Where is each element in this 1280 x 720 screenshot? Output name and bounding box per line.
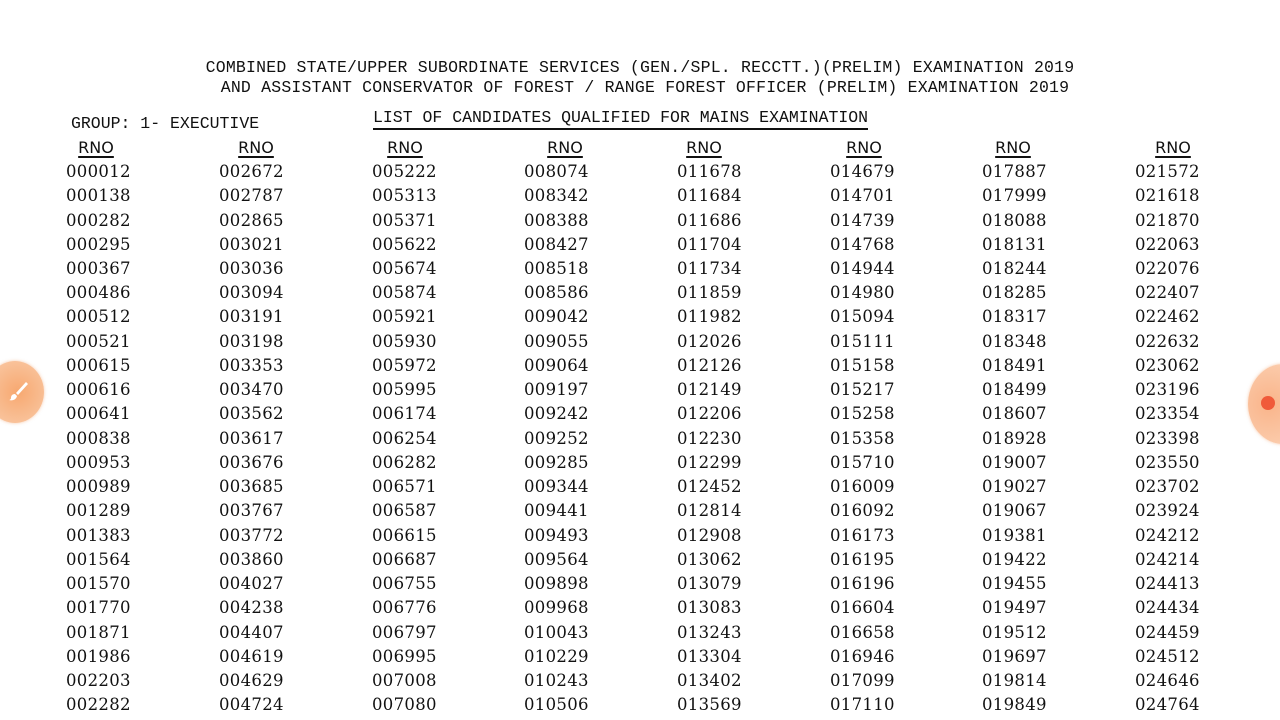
roll-number-cell: 015358 (830, 429, 895, 448)
roll-number-cell: 016195 (830, 550, 895, 569)
roll-number-cell: 012149 (677, 380, 742, 399)
roll-number-cell: 012026 (677, 332, 742, 351)
roll-number-cell: 006174 (372, 404, 437, 423)
roll-number-cell: 003772 (219, 526, 284, 545)
roll-number-cell: 019007 (982, 453, 1047, 472)
roll-number-cell: 009064 (524, 356, 589, 375)
roll-number-cell: 009564 (524, 550, 589, 569)
roll-number-cell: 006282 (372, 453, 437, 472)
roll-number-cell: 000486 (66, 283, 131, 302)
roll-number-cell: 013402 (677, 671, 742, 690)
roll-number-cell: 013079 (677, 574, 742, 593)
roll-number-cell: 005874 (372, 283, 437, 302)
roll-number-cell: 001986 (66, 647, 131, 666)
roll-number-cell: 023550 (1135, 453, 1200, 472)
exam-title-line1: COMBINED STATE/UPPER SUBORDINATE SERVICES (GEN./SPL. RECCTT.)(PRELIM) EXAMINATION 2019 (205, 58, 1075, 77)
roll-number-cell: 016092 (830, 501, 895, 520)
roll-number-cell: 009042 (524, 307, 589, 326)
roll-number-cell: 001289 (66, 501, 131, 520)
roll-number-cell: 009493 (524, 526, 589, 545)
roll-number-cell: 017099 (830, 671, 895, 690)
roll-number-cell: 000138 (66, 186, 131, 205)
roll-number-cell: 003860 (219, 550, 284, 569)
roll-number-cell: 022407 (1135, 283, 1200, 302)
roll-number-cell: 001383 (66, 526, 131, 545)
roll-number-cell: 014944 (830, 259, 895, 278)
roll-number-cell: 015710 (830, 453, 895, 472)
roll-number-cell: 013062 (677, 550, 742, 569)
roll-number-cell: 018317 (982, 307, 1047, 326)
roll-number-cell: 006995 (372, 647, 437, 666)
roll-number-cell: 024212 (1135, 526, 1200, 545)
roll-number-cell: 004724 (219, 695, 284, 714)
roll-number-cell: 018491 (982, 356, 1047, 375)
paintbrush-icon (6, 379, 30, 403)
roll-number-cell: 023354 (1135, 404, 1200, 423)
roll-number-cell: 010043 (524, 623, 589, 642)
roll-number-cell: 014739 (830, 211, 895, 230)
roll-number-cell: 018928 (982, 429, 1047, 448)
roll-number-cell: 009441 (524, 501, 589, 520)
roll-number-cell: 000282 (66, 211, 131, 230)
roll-number-cell: 005972 (372, 356, 437, 375)
roll-number-cell: 005622 (372, 235, 437, 254)
roll-number-cell: 003562 (219, 404, 284, 423)
record-dot-icon (1261, 396, 1275, 410)
roll-number-cell: 018244 (982, 259, 1047, 278)
roll-number-cell: 017887 (982, 162, 1047, 181)
roll-number-cell: 023062 (1135, 356, 1200, 375)
roll-number-cell: 019067 (982, 501, 1047, 520)
roll-number-cell: 010506 (524, 695, 589, 714)
roll-number-cell: 011686 (677, 211, 742, 230)
roll-number-cell: 011859 (677, 283, 742, 302)
roll-number-cell: 003021 (219, 235, 284, 254)
column-header-rno: RNO (846, 138, 882, 157)
roll-number-cell: 018607 (982, 404, 1047, 423)
roll-number-cell: 022632 (1135, 332, 1200, 351)
roll-number-cell: 008427 (524, 235, 589, 254)
roll-number-cell: 006587 (372, 501, 437, 520)
roll-number-cell: 010229 (524, 647, 589, 666)
roll-number-cell: 012908 (677, 526, 742, 545)
roll-number-cell: 015094 (830, 307, 895, 326)
roll-number-cell: 012206 (677, 404, 742, 423)
roll-number-cell: 000838 (66, 429, 131, 448)
roll-number-cell: 009344 (524, 477, 589, 496)
roll-number-cell: 015258 (830, 404, 895, 423)
roll-number-cell: 013304 (677, 647, 742, 666)
roll-number-cell: 021870 (1135, 211, 1200, 230)
roll-number-cell: 012126 (677, 356, 742, 375)
roll-number-cell: 019849 (982, 695, 1047, 714)
roll-number-cell: 011734 (677, 259, 742, 278)
roll-number-cell: 019512 (982, 623, 1047, 642)
roll-number-cell: 003036 (219, 259, 284, 278)
roll-number-cell: 000512 (66, 307, 131, 326)
roll-number-cell: 001871 (66, 623, 131, 642)
roll-number-cell: 009242 (524, 404, 589, 423)
roll-number-cell: 003685 (219, 477, 284, 496)
roll-number-cell: 024413 (1135, 574, 1200, 593)
roll-number-cell: 004629 (219, 671, 284, 690)
roll-number-cell: 000989 (66, 477, 131, 496)
roll-number-cell: 023702 (1135, 477, 1200, 496)
exam-title-line2: AND ASSISTANT CONSERVATOR OF FOREST / RANGE FOREST OFFICER (PRELIM) EXAMINATION 2019 (220, 78, 1070, 97)
roll-number-cell: 018499 (982, 380, 1047, 399)
roll-number-cell: 011684 (677, 186, 742, 205)
roll-number-cell: 019814 (982, 671, 1047, 690)
roll-number-cell: 006615 (372, 526, 437, 545)
roll-number-cell: 024214 (1135, 550, 1200, 569)
roll-number-cell: 016604 (830, 598, 895, 617)
roll-number-cell: 009055 (524, 332, 589, 351)
roll-number-cell: 012299 (677, 453, 742, 472)
roll-number-cell: 022076 (1135, 259, 1200, 278)
group-label: GROUP: 1- EXECUTIVE (71, 114, 260, 133)
roll-number-cell: 017999 (982, 186, 1047, 205)
roll-number-cell: 005674 (372, 259, 437, 278)
roll-number-cell: 008586 (524, 283, 589, 302)
roll-number-cell: 002672 (219, 162, 284, 181)
roll-number-cell: 016658 (830, 623, 895, 642)
roll-number-cell: 000367 (66, 259, 131, 278)
roll-number-cell: 015111 (830, 332, 895, 351)
roll-number-cell: 024764 (1135, 695, 1200, 714)
roll-number-cell: 004027 (219, 574, 284, 593)
roll-number-cell: 024434 (1135, 598, 1200, 617)
roll-number-cell: 007080 (372, 695, 437, 714)
roll-number-cell: 019027 (982, 477, 1047, 496)
roll-number-cell: 005222 (372, 162, 437, 181)
roll-number-cell: 008518 (524, 259, 589, 278)
roll-number-cell: 003353 (219, 356, 284, 375)
roll-number-cell: 014980 (830, 283, 895, 302)
roll-number-cell: 000616 (66, 380, 131, 399)
roll-number-cell: 019697 (982, 647, 1047, 666)
column-header-rno: RNO (547, 138, 583, 157)
roll-number-cell: 011982 (677, 307, 742, 326)
roll-number-cell: 002865 (219, 211, 284, 230)
roll-number-cell: 004407 (219, 623, 284, 642)
roll-number-cell: 008074 (524, 162, 589, 181)
roll-number-cell: 013243 (677, 623, 742, 642)
roll-number-cell: 005921 (372, 307, 437, 326)
roll-number-cell: 019422 (982, 550, 1047, 569)
roll-number-cell: 006755 (372, 574, 437, 593)
roll-number-cell: 011678 (677, 162, 742, 181)
roll-number-cell: 000615 (66, 356, 131, 375)
roll-number-cell: 014701 (830, 186, 895, 205)
roll-number-cell: 024646 (1135, 671, 1200, 690)
roll-number-cell: 000953 (66, 453, 131, 472)
roll-number-cell: 016009 (830, 477, 895, 496)
roll-number-cell: 006254 (372, 429, 437, 448)
roll-number-cell: 007008 (372, 671, 437, 690)
record-button[interactable] (1248, 364, 1280, 444)
roll-number-cell: 012452 (677, 477, 742, 496)
column-header-rno: RNO (1155, 138, 1191, 157)
roll-number-cell: 023924 (1135, 501, 1200, 520)
roll-number-cell: 003617 (219, 429, 284, 448)
roll-number-cell: 006797 (372, 623, 437, 642)
roll-number-cell: 005371 (372, 211, 437, 230)
roll-number-cell: 019381 (982, 526, 1047, 545)
roll-number-cell: 000295 (66, 235, 131, 254)
roll-number-cell: 022462 (1135, 307, 1200, 326)
roll-number-cell: 009898 (524, 574, 589, 593)
roll-number-cell: 015158 (830, 356, 895, 375)
column-header-rno: RNO (387, 138, 423, 157)
roll-number-cell: 012814 (677, 501, 742, 520)
roll-number-cell: 013569 (677, 695, 742, 714)
roll-number-cell: 016946 (830, 647, 895, 666)
roll-number-cell: 001570 (66, 574, 131, 593)
roll-number-cell: 012230 (677, 429, 742, 448)
roll-number-cell: 018285 (982, 283, 1047, 302)
roll-number-cell: 018131 (982, 235, 1047, 254)
roll-number-cell: 016173 (830, 526, 895, 545)
roll-number-cell: 009197 (524, 380, 589, 399)
roll-number-cell: 014768 (830, 235, 895, 254)
roll-number-cell: 021572 (1135, 162, 1200, 181)
roll-number-cell: 008342 (524, 186, 589, 205)
roll-number-cell: 000521 (66, 332, 131, 351)
roll-number-cell: 018088 (982, 211, 1047, 230)
roll-number-cell: 017110 (830, 695, 895, 714)
column-header-rno: RNO (995, 138, 1031, 157)
roll-number-cell: 006776 (372, 598, 437, 617)
roll-number-cell: 005930 (372, 332, 437, 351)
roll-number-cell: 001770 (66, 598, 131, 617)
roll-number-cell: 009968 (524, 598, 589, 617)
roll-number-cell: 015217 (830, 380, 895, 399)
roll-number-cell: 002787 (219, 186, 284, 205)
roll-number-cell: 021618 (1135, 186, 1200, 205)
roll-number-cell: 010243 (524, 671, 589, 690)
roll-number-cell: 023398 (1135, 429, 1200, 448)
roll-number-cell: 003470 (219, 380, 284, 399)
list-title: LIST OF CANDIDATES QUALIFIED FOR MAINS EXAMINATION (373, 108, 868, 130)
roll-number-cell: 003767 (219, 501, 284, 520)
roll-number-cell: 004619 (219, 647, 284, 666)
roll-number-cell: 016196 (830, 574, 895, 593)
roll-number-cell: 019455 (982, 574, 1047, 593)
column-header-rno: RNO (686, 138, 722, 157)
column-header-rno: RNO (78, 138, 114, 157)
roll-number-cell: 001564 (66, 550, 131, 569)
roll-number-cell: 000641 (66, 404, 131, 423)
roll-number-cell: 009285 (524, 453, 589, 472)
roll-number-cell: 003676 (219, 453, 284, 472)
annotate-button[interactable] (0, 361, 44, 423)
roll-number-cell: 006687 (372, 550, 437, 569)
roll-number-cell: 022063 (1135, 235, 1200, 254)
roll-number-cell: 019497 (982, 598, 1047, 617)
roll-number-cell: 004238 (219, 598, 284, 617)
roll-number-cell: 013083 (677, 598, 742, 617)
roll-number-cell: 000012 (66, 162, 131, 181)
roll-number-cell: 005313 (372, 186, 437, 205)
roll-number-cell: 002203 (66, 671, 131, 690)
roll-number-cell: 008388 (524, 211, 589, 230)
roll-number-cell: 023196 (1135, 380, 1200, 399)
roll-number-cell: 024459 (1135, 623, 1200, 642)
roll-number-cell: 003198 (219, 332, 284, 351)
roll-number-cell: 018348 (982, 332, 1047, 351)
roll-number-cell: 006571 (372, 477, 437, 496)
roll-number-cell: 003191 (219, 307, 284, 326)
roll-number-cell: 011704 (677, 235, 742, 254)
roll-number-cell: 003094 (219, 283, 284, 302)
roll-number-cell: 014679 (830, 162, 895, 181)
roll-number-cell: 002282 (66, 695, 131, 714)
roll-number-cell: 009252 (524, 429, 589, 448)
roll-number-cell: 024512 (1135, 647, 1200, 666)
column-header-rno: RNO (238, 138, 274, 157)
roll-number-cell: 005995 (372, 380, 437, 399)
